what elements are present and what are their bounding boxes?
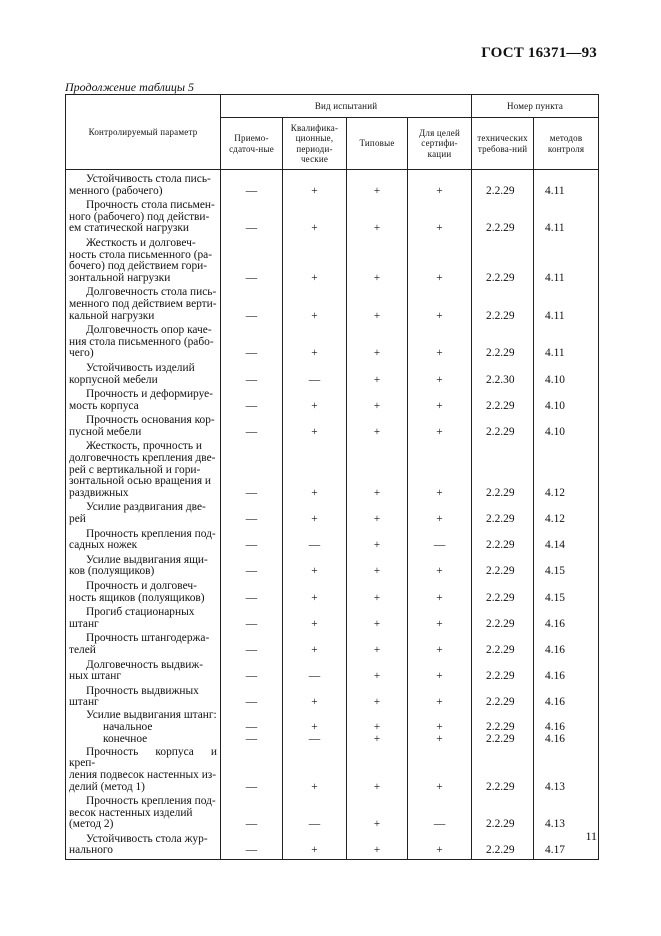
cell-qualification: + <box>283 199 347 237</box>
cell-parameter <box>66 501 221 527</box>
cell-qualification: + <box>283 580 347 606</box>
table-row <box>66 440 599 501</box>
cell-technical-requirements: 2.2.29 <box>472 440 534 501</box>
header-clause-number: Номер пункта <box>472 95 599 118</box>
cell-certification: + <box>408 361 472 387</box>
parameter-text-line: делий (метод 1) <box>69 780 145 793</box>
cell-parameter <box>66 658 221 684</box>
header-type-tests: Типовые <box>347 118 408 170</box>
cell-technical-requirements: 2.2.29 <box>472 580 534 606</box>
cell-control-method: 4.17 <box>534 832 599 859</box>
cell-acceptance: — <box>221 684 283 710</box>
header-certification: Для целей сертифи-кации <box>408 118 472 170</box>
parameter-text-line: зонтальной осью вращения и <box>69 475 212 488</box>
cell-parameter <box>66 632 221 658</box>
cell-acceptance: — <box>221 580 283 606</box>
cell-control-method: 4.16 <box>534 632 599 658</box>
parameter-text-line: ления подвесок настенных из- <box>69 768 217 781</box>
cell-technical-requirements: 2.2.29 <box>472 632 534 658</box>
cell-type: + <box>347 527 408 553</box>
cell-type: + <box>347 501 408 527</box>
table-row <box>66 606 599 632</box>
cell-technical-requirements: 2.2.29 <box>472 286 534 324</box>
cell-qualification: + <box>283 170 347 199</box>
parameter-text-line: садных ножек <box>69 539 138 552</box>
parameter-text-line: начальное <box>103 721 153 734</box>
cell-control-method: 4.10 <box>534 414 599 440</box>
cell-type: + <box>347 361 408 387</box>
cell-acceptance: — <box>221 388 283 414</box>
cell-technical-requirements: 2.2.29 <box>472 414 534 440</box>
table-row <box>66 580 599 606</box>
cell-certification: + <box>408 606 472 632</box>
parameter-text-line: ем статической нагрузки <box>69 222 190 235</box>
cell-type: + <box>347 440 408 501</box>
table-row <box>66 658 599 684</box>
parameter-text-line: Долговечность стола пись- <box>86 286 217 299</box>
cell-certification: + <box>408 199 472 237</box>
cell-control-method <box>534 710 599 722</box>
parameter-text-line: рей <box>69 513 86 526</box>
cell-type: + <box>347 388 408 414</box>
table-row <box>66 722 599 734</box>
parameter-text-line: Прочность основания кор- <box>86 414 215 427</box>
cell-type: + <box>347 199 408 237</box>
cell-control-method: 4.10 <box>534 361 599 387</box>
table-5 <box>65 94 599 860</box>
parameter-text-line: ния стола письменного (рабо- <box>69 335 214 348</box>
cell-type: + <box>347 580 408 606</box>
header-control-methods: методов контроля <box>534 118 599 170</box>
cell-technical-requirements: 2.2.29 <box>472 501 534 527</box>
cell-parameter <box>66 236 221 285</box>
cell-parameter <box>66 745 221 794</box>
cell-qualification: + <box>283 388 347 414</box>
cell-technical-requirements: 2.2.29 <box>472 684 534 710</box>
cell-control-method: 4.13 <box>534 795 599 833</box>
cell-technical-requirements: 2.2.30 <box>472 361 534 387</box>
parameter-text-line: конечное <box>103 732 148 745</box>
cell-parameter <box>66 722 221 734</box>
cell-acceptance: — <box>221 745 283 794</box>
cell-control-method: 4.15 <box>534 553 599 579</box>
cell-parameter <box>66 361 221 387</box>
table-row <box>66 286 599 324</box>
cell-control-method: 4.13 <box>534 745 599 794</box>
cell-acceptance: — <box>221 440 283 501</box>
cell-qualification: — <box>283 527 347 553</box>
cell-technical-requirements: 2.2.29 <box>472 527 534 553</box>
parameter-text-line: Долговечность опор каче- <box>86 324 212 337</box>
cell-type: + <box>347 722 408 734</box>
cell-control-method: 4.16 <box>534 658 599 684</box>
parameter-text-line: Жесткость и долговеч- <box>86 236 196 249</box>
cell-type: + <box>347 658 408 684</box>
page-number: 11 <box>585 829 597 843</box>
cell-parameter <box>66 388 221 414</box>
cell-acceptance: — <box>221 832 283 859</box>
cell-certification: + <box>408 832 472 859</box>
parameter-text-line: зонтальной нагрузки <box>69 271 171 284</box>
parameter-text-line: Прочность и деформируе- <box>86 388 213 401</box>
parameter-text-line: Прогиб стационарных <box>86 606 195 619</box>
cell-type: + <box>347 286 408 324</box>
parameter-text-line: Усилие раздвигания две- <box>86 501 206 514</box>
parameter-text-line: штанг <box>69 696 99 709</box>
table-row <box>66 632 599 658</box>
cell-certification: + <box>408 501 472 527</box>
cell-control-method: 4.16 <box>534 606 599 632</box>
cell-qualification: + <box>283 745 347 794</box>
cell-qualification: + <box>283 236 347 285</box>
table-row <box>66 527 599 553</box>
cell-technical-requirements: 2.2.29 <box>472 734 534 746</box>
cell-type: + <box>347 324 408 362</box>
table-row <box>66 501 599 527</box>
cell-technical-requirements: 2.2.29 <box>472 722 534 734</box>
cell-qualification: + <box>283 722 347 734</box>
cell-parameter <box>66 414 221 440</box>
cell-technical-requirements: 2.2.29 <box>472 832 534 859</box>
cell-control-method: 4.15 <box>534 580 599 606</box>
parameter-text-line: Долговечность выдвиж- <box>86 658 204 671</box>
cell-certification: + <box>408 745 472 794</box>
cell-acceptance: — <box>221 553 283 579</box>
parameter-text-line: рей с вертикальной и гори- <box>69 463 201 476</box>
cell-qualification: + <box>283 632 347 658</box>
cell-parameter <box>66 553 221 579</box>
cell-type: + <box>347 795 408 833</box>
cell-technical-requirements: 2.2.29 <box>472 170 534 199</box>
cell-control-method: 4.12 <box>534 501 599 527</box>
cell-control-method: 4.16 <box>534 734 599 746</box>
cell-certification: + <box>408 236 472 285</box>
parameter-text-line: Прочность и долговеч- <box>86 580 197 592</box>
parameter-text-line: Прочность выдвижных <box>86 684 199 697</box>
cell-acceptance: — <box>221 286 283 324</box>
cell-parameter <box>66 199 221 237</box>
table-row <box>66 361 599 387</box>
cell-parameter <box>66 795 221 833</box>
parameter-text-line: ность ящиков (полуящиков) <box>69 591 205 604</box>
header-controlled-parameter: Контролируемый параметр <box>66 95 221 170</box>
cell-certification: + <box>408 632 472 658</box>
parameter-text-line: менного (рабочего) <box>69 184 163 197</box>
cell-type: + <box>347 632 408 658</box>
parameter-text-line: кальной нагрузки <box>69 309 155 322</box>
header-qualification-periodic: Квалифика-ционные, периоди-ческие <box>283 118 347 170</box>
table-row <box>66 832 599 859</box>
cell-control-method: 4.14 <box>534 527 599 553</box>
cell-qualification: + <box>283 286 347 324</box>
cell-parameter <box>66 527 221 553</box>
cell-parameter <box>66 684 221 710</box>
cell-qualification: + <box>283 684 347 710</box>
cell-control-method: 4.11 <box>534 286 599 324</box>
parameter-text-line: пусной мебели <box>69 425 142 438</box>
parameter-text-line: Усилие выдвигания ящи- <box>86 553 208 566</box>
cell-acceptance: — <box>221 324 283 362</box>
cell-qualification: + <box>283 324 347 362</box>
cell-qualification: — <box>283 658 347 684</box>
parameter-text-line: ность стола письменного (ра- <box>69 248 213 261</box>
cell-acceptance: — <box>221 606 283 632</box>
table-body <box>66 170 599 860</box>
cell-certification: + <box>408 684 472 710</box>
parameter-text-line: менного под действием верти- <box>69 297 217 310</box>
parameter-text-line: раздвижных <box>69 486 129 499</box>
cell-acceptance: — <box>221 722 283 734</box>
parameter-text-line: бочего) под действием гори- <box>69 260 208 273</box>
table-row <box>66 414 599 440</box>
parameter-text-line: ных штанг <box>69 670 122 683</box>
cell-control-method: 4.10 <box>534 388 599 414</box>
cell-technical-requirements: 2.2.29 <box>472 658 534 684</box>
table-row <box>66 236 599 285</box>
table-continuation-caption: Продолжение таблицы 5 <box>65 80 195 94</box>
cell-control-method: 4.11 <box>534 199 599 237</box>
cell-certification: + <box>408 553 472 579</box>
cell-type: + <box>347 734 408 746</box>
cell-parameter <box>66 324 221 362</box>
parameter-text-line: нального <box>69 844 114 857</box>
cell-technical-requirements: 2.2.29 <box>472 606 534 632</box>
parameter-text-line: Прочность штангодержа- <box>86 632 210 645</box>
cell-qualification: + <box>283 606 347 632</box>
cell-parameter <box>66 832 221 859</box>
cell-certification: + <box>408 388 472 414</box>
table-row <box>66 684 599 710</box>
cell-control-method: 4.11 <box>534 236 599 285</box>
parameter-text-line: Жесткость, прочность и <box>86 440 203 453</box>
table-row <box>66 388 599 414</box>
cell-control-method: 4.12 <box>534 440 599 501</box>
cell-type: + <box>347 236 408 285</box>
cell-certification: + <box>408 414 472 440</box>
parameter-text-line: Устойчивость стола жур- <box>86 832 208 845</box>
cell-qualification: + <box>283 832 347 859</box>
parameter-text-line: телей <box>69 643 96 656</box>
header-acceptance: Приемо-сдаточ-ные <box>221 118 283 170</box>
cell-qualification: — <box>283 361 347 387</box>
cell-acceptance: — <box>221 501 283 527</box>
cell-qualification: + <box>283 553 347 579</box>
cell-technical-requirements: 2.2.29 <box>472 388 534 414</box>
cell-qualification: + <box>283 501 347 527</box>
cell-acceptance: — <box>221 170 283 199</box>
parameter-text-line: мость корпуса <box>69 399 139 412</box>
cell-control-method: 4.11 <box>534 324 599 362</box>
cell-qualification: — <box>283 734 347 746</box>
cell-parameter <box>66 286 221 324</box>
parameter-text-line: (метод 2) <box>69 818 114 831</box>
cell-certification: — <box>408 527 472 553</box>
cell-acceptance: — <box>221 795 283 833</box>
cell-control-method: 4.11 <box>534 170 599 199</box>
cell-parameter <box>66 170 221 199</box>
cell-acceptance: — <box>221 199 283 237</box>
parameter-text-line: Прочность крепления под- <box>86 527 216 540</box>
parameter-text-line: Прочность стола письмен- <box>86 199 215 212</box>
parameter-text-line: Прочность крепления под- <box>86 795 216 808</box>
cell-acceptance: — <box>221 734 283 746</box>
parameter-text-line: ного (рабочего) под действи- <box>69 210 210 223</box>
parameter-text-line: штанг <box>69 617 99 630</box>
cell-technical-requirements: 2.2.29 <box>472 553 534 579</box>
cell-type: + <box>347 553 408 579</box>
cell-acceptance: — <box>221 632 283 658</box>
header-test-type: Вид испытаний <box>221 95 472 118</box>
cell-certification: + <box>408 286 472 324</box>
cell-certification: + <box>408 722 472 734</box>
cell-acceptance: — <box>221 361 283 387</box>
cell-technical-requirements: 2.2.29 <box>472 199 534 237</box>
parameter-text-line: весок настенных изделий <box>69 806 193 819</box>
cell-certification: + <box>408 658 472 684</box>
parameter-text-line: Усилие выдвигания штанг: <box>86 709 217 722</box>
cell-technical-requirements: 2.2.29 <box>472 745 534 794</box>
table-row <box>66 553 599 579</box>
cell-certification: + <box>408 734 472 746</box>
cell-technical-requirements: 2.2.29 <box>472 324 534 362</box>
cell-technical-requirements: 2.2.29 <box>472 795 534 833</box>
table-row <box>66 324 599 362</box>
parameter-text-line: долговечность крепления две- <box>69 452 216 465</box>
cell-certification: + <box>408 580 472 606</box>
cell-type: + <box>347 745 408 794</box>
cell-acceptance: — <box>221 414 283 440</box>
table-row <box>66 745 599 794</box>
table-row <box>66 199 599 237</box>
parameter-text-line: чего) <box>69 347 94 360</box>
cell-type: + <box>347 414 408 440</box>
cell-qualification: — <box>283 795 347 833</box>
cell-certification: + <box>408 170 472 199</box>
cell-acceptance: — <box>221 527 283 553</box>
table-row <box>66 795 599 833</box>
table-row <box>66 170 599 199</box>
header-technical-requirements: технических требова-ний <box>472 118 534 170</box>
cell-technical-requirements: 2.2.29 <box>472 236 534 285</box>
cell-control-method: 4.16 <box>534 722 599 734</box>
cell-type: + <box>347 170 408 199</box>
parameter-text-line: Устойчивость стола пись- <box>86 173 211 185</box>
parameter-text-line: Устойчивость изделий <box>86 361 195 374</box>
cell-certification: + <box>408 324 472 362</box>
cell-type: + <box>347 684 408 710</box>
parameter-text-line: Прочность корпуса и креп- <box>69 745 217 770</box>
cell-parameter <box>66 734 221 746</box>
cell-control-method: 4.16 <box>534 684 599 710</box>
cell-acceptance: — <box>221 236 283 285</box>
document-designation: ГОСТ 16371—93 <box>481 45 597 61</box>
parameter-text-line: корпусной мебели <box>69 373 158 386</box>
cell-parameter <box>66 580 221 606</box>
cell-parameter <box>66 440 221 501</box>
cell-qualification: + <box>283 440 347 501</box>
cell-certification: + <box>408 440 472 501</box>
cell-type: + <box>347 832 408 859</box>
table-row <box>66 734 599 746</box>
cell-type: + <box>347 606 408 632</box>
cell-parameter <box>66 606 221 632</box>
parameter-text-line: ков (полуящиков) <box>69 565 155 578</box>
cell-acceptance: — <box>221 658 283 684</box>
cell-certification: — <box>408 795 472 833</box>
cell-qualification: + <box>283 414 347 440</box>
